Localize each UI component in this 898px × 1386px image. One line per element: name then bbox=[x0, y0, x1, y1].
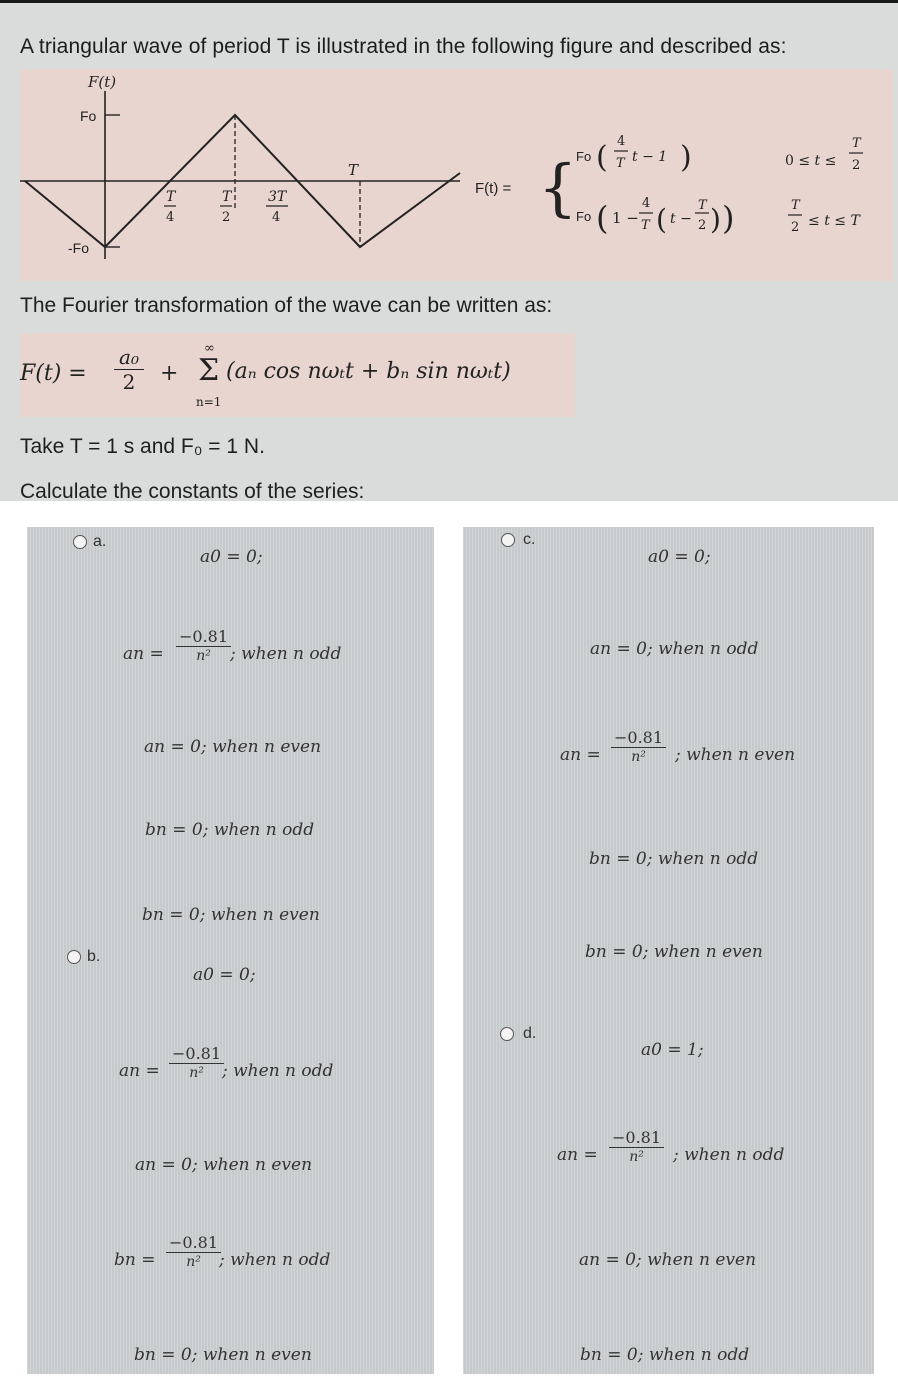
option-a-an-prefix: an = bbox=[123, 644, 164, 664]
option-d-an-suffix: ; when n odd bbox=[673, 1145, 785, 1165]
series-formula: F(t) = $\frac{\text{a₀}}{2}$ + ∞ Σ n=1 (aₙ cos nωₜt + bₙ sin nωₜt) bbox=[20, 333, 575, 417]
calc-text: Calculate the constants of the series: bbox=[20, 480, 365, 503]
piecewise-lhs: F(t) = bbox=[475, 180, 512, 197]
option-a-bn-odd: bn = 0; when n odd bbox=[145, 820, 315, 840]
option-d-an-num: −0.81 bbox=[612, 1128, 662, 1147]
take-text: Take T = 1 s and F₀ = 1 N. bbox=[20, 435, 265, 458]
svg-text:): ) bbox=[722, 199, 735, 237]
svg-text:T: T bbox=[852, 136, 861, 151]
option-a-letter: a. bbox=[93, 533, 107, 550]
option-a-bn-even: bn = 0; when n even bbox=[142, 905, 320, 925]
sum-bottom: n=1 bbox=[196, 395, 222, 409]
option-c-an-prefix: an = bbox=[560, 745, 601, 765]
option-b-an-even: an = 0; when n even bbox=[135, 1155, 313, 1175]
svg-text:T: T bbox=[698, 198, 707, 213]
figure-box bbox=[20, 69, 893, 281]
svg-text:(: ( bbox=[596, 199, 609, 237]
svg-text:2: 2 bbox=[791, 220, 800, 235]
option-c-bn-odd: bn = 0; when n odd bbox=[589, 849, 759, 869]
sum-top: ∞ bbox=[204, 341, 215, 356]
option-d-a0: a0 = 1; bbox=[641, 1040, 704, 1060]
option-b-an-den: n² bbox=[169, 1063, 224, 1082]
piece2-fo: Fo bbox=[576, 209, 592, 224]
option-a-an-den: n² bbox=[176, 646, 231, 665]
option-b-a0: a0 = 0; bbox=[193, 965, 256, 985]
sum-body: (aₙ cos nωₜt + bₙ sin nωₜt) bbox=[226, 359, 511, 384]
plus-sign: + bbox=[160, 361, 179, 386]
question-title: A triangular wave of period T is illustrated in the following figure and described as: bbox=[20, 35, 787, 58]
option-d-an-den: n² bbox=[609, 1147, 664, 1166]
svg-text:≤ t ≤ T: ≤ t ≤ T bbox=[808, 213, 860, 229]
svg-text:t −: t − bbox=[670, 211, 692, 227]
option-c-letter: c. bbox=[523, 531, 536, 548]
option-panel-left bbox=[27, 527, 434, 1374]
svg-text:T: T bbox=[791, 198, 800, 213]
svg-text:2: 2 bbox=[222, 210, 231, 225]
option-b-an-prefix: an = bbox=[119, 1061, 160, 1081]
period-t-label: T bbox=[348, 161, 359, 179]
transform-text: The Fourier transformation of the wave can be written as: bbox=[20, 294, 553, 317]
option-b-letter: b. bbox=[87, 948, 101, 965]
option-d-radio[interactable] bbox=[500, 1027, 514, 1041]
svg-text:t − 1: t − 1 bbox=[632, 149, 668, 165]
option-b-an-num: −0.81 bbox=[172, 1044, 222, 1063]
option-c-an-den: n² bbox=[611, 747, 666, 766]
a0-num: a₀ bbox=[119, 345, 139, 369]
option-c-a0: a0 = 0; bbox=[648, 547, 711, 567]
svg-text:(: ( bbox=[596, 140, 608, 175]
svg-text:{: { bbox=[538, 151, 578, 224]
piece1-fo: Fo bbox=[576, 149, 592, 164]
svg-text:4: 4 bbox=[617, 134, 626, 149]
svg-text:2: 2 bbox=[698, 218, 707, 233]
option-a-radio[interactable] bbox=[73, 535, 87, 549]
question-panel bbox=[0, 0, 898, 501]
option-c-radio[interactable] bbox=[501, 533, 515, 547]
svg-text:(: ( bbox=[656, 203, 667, 236]
option-b-bn-even: bn = 0; when n even bbox=[134, 1345, 312, 1365]
option-a-a0: a0 = 0; bbox=[200, 547, 263, 567]
svg-text:T: T bbox=[616, 156, 625, 171]
option-c-an-num: −0.81 bbox=[614, 728, 664, 747]
triangular-wave-figure bbox=[20, 69, 893, 281]
svg-text:4: 4 bbox=[642, 196, 651, 211]
option-a-an-num: −0.81 bbox=[179, 627, 229, 646]
fo-label: Fo bbox=[80, 108, 97, 124]
svg-text:): ) bbox=[680, 140, 692, 175]
option-d-bn-odd: bn = 0; when n odd bbox=[580, 1345, 750, 1365]
option-b-bn-suffix: ; when n odd bbox=[219, 1250, 331, 1270]
option-a-an-even: an = 0; when n even bbox=[144, 737, 322, 757]
svg-text:3T: 3T bbox=[268, 189, 287, 205]
option-c-an-suffix: ; when n even bbox=[675, 745, 796, 765]
a0-den: 2 bbox=[114, 369, 144, 394]
svg-text:1 −: 1 − bbox=[612, 209, 639, 227]
svg-text:2: 2 bbox=[852, 158, 861, 173]
option-b-an-suffix: ; when n odd bbox=[222, 1061, 334, 1081]
neg-fo-label: -Fo bbox=[68, 240, 89, 256]
option-panel-right bbox=[463, 527, 874, 1374]
svg-text:4: 4 bbox=[166, 210, 175, 225]
option-b-bn-num: −0.81 bbox=[169, 1233, 219, 1252]
ylabel-ft: F(t) bbox=[88, 73, 117, 91]
option-b-bn-den: n² bbox=[166, 1252, 221, 1271]
svg-text:T: T bbox=[166, 189, 176, 205]
svg-text:T: T bbox=[641, 218, 650, 233]
option-d-an-prefix: an = bbox=[557, 1145, 598, 1165]
option-c-an-odd: an = 0; when n odd bbox=[590, 639, 759, 659]
formula-lhs: F(t) = bbox=[20, 361, 87, 386]
svg-text:0 ≤ t ≤: 0 ≤ t ≤ bbox=[785, 153, 837, 169]
option-c-bn-even: bn = 0; when n even bbox=[585, 942, 763, 962]
svg-text:): ) bbox=[710, 203, 721, 236]
option-a-an-suffix: ; when n odd bbox=[230, 644, 342, 664]
option-b-radio[interactable] bbox=[67, 950, 81, 964]
option-d-letter: d. bbox=[523, 1025, 537, 1042]
option-d-an-even: an = 0; when n even bbox=[579, 1250, 757, 1270]
svg-text:T: T bbox=[222, 189, 232, 205]
option-b-bn-prefix: bn = bbox=[114, 1250, 156, 1270]
svg-text:4: 4 bbox=[272, 210, 281, 225]
